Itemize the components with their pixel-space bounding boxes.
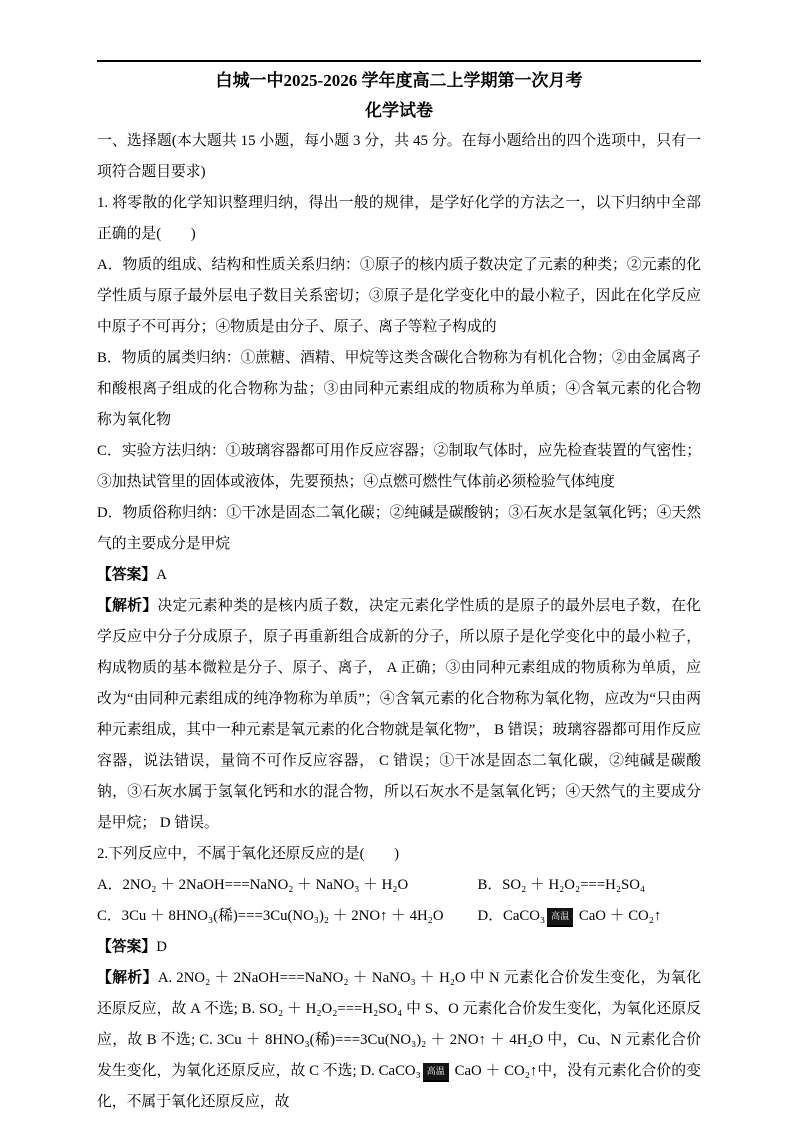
q1-option-a: A．物质的组成、结构和性质关系归纳：①原子的核内质子数决定了元素的种类；②元素的化学性质与原子最外层电子数目关系密切；③原子是化学变化中的最小粒子，因此在化学反应中原子不可再分；④物质是由分子、原子、离子等粒子构成的 xyxy=(97,257,701,335)
section-heading: 一、选择题(本大题共 15 小题，每小题 3 分，共 45 分。在每小题给出的四个选项中，只有一项符合题目要求) xyxy=(97,133,701,180)
q2-option-d-formula: D．CaCO₃ xyxy=(477,908,546,924)
answer-value: A xyxy=(156,567,167,583)
analysis-text-part2: CaO ＋ CO₂↑中，没有元素化合价的变化，不属于氧化还原反应，故 xyxy=(97,1063,701,1110)
q2-answer xyxy=(97,932,701,963)
q2-stem: 2.下列反应中，不属于氧化还原反应的是( ) xyxy=(97,846,400,862)
answer-label: 【答案】 xyxy=(97,567,157,583)
q2-option-a: A．2NO₂ ＋ 2NaOH===NaNO₂ ＋ NaNO₃ ＋ H₂O xyxy=(97,877,409,893)
analysis-label: 【解析】 xyxy=(97,970,158,986)
exam-title: 白城一中2025-2026 学年度高二上学期第一次月考 xyxy=(215,71,583,90)
q2-analysis xyxy=(97,963,701,1118)
q1-analysis xyxy=(97,591,701,839)
q2-option-d-products: CaO ＋ CO₂↑ xyxy=(575,908,662,924)
reaction-condition-box: 高温 xyxy=(423,1063,449,1082)
q2-options-row-1 xyxy=(97,870,701,901)
q1-option-c: C．实验方法归纳：①玻璃容器都可用作反应容器；②制取气体时，应先检查装置的气密性；③加热试管里的固体或液体，先要预热；④点燃可燃性气体前必须检验气体纯度 xyxy=(97,443,701,490)
q1-answer xyxy=(97,560,701,591)
answer-label: 【答案】 xyxy=(97,939,157,955)
q2-options-row-2 xyxy=(97,901,701,932)
exam-subject-title: 化学试卷 xyxy=(365,101,433,120)
answer-value: D xyxy=(156,939,167,955)
q2-option-b: B．SO₂ ＋ H₂O₂===H₂SO₄ xyxy=(477,877,646,893)
reaction-condition-box: 高温 xyxy=(547,908,573,927)
q2-option-d xyxy=(478,901,701,932)
header-divider xyxy=(97,60,701,62)
analysis-text: 决定元素种类的是核内质子数，决定元素化学性质的是原子的最外层电子数，在化学反应中分子分成原子，原子再重新组合成新的分子，所以原子是化学变化中的最小粒子，构成物质的基本微粒是分子、原子、离子， A 正确；③由同种元素组成的物质称为单质，应改为“由同种元素组成的纯净物称为单质”；④含氧元素的化合物称为氧化物，应改为“只由两种元素组成，其中一种元素是氧元素的化合物就是氧化物”， B 错误；玻璃容器都可用作反应容器，说法错误，量筒不可作反应容器， C 错误；①干冰是固态二氧化碳，②纯碱是碳酸钠，③石灰水属于氢氧化钙和水的混合物，所以石灰水不是氢氧化钙；④天然气的主要成分是甲烷； D 错误。 xyxy=(97,598,701,831)
q1-option-d: D．物质俗称归纳：①干冰是固态二氧化碳；②纯碱是碳酸钠；③石灰水是氢氧化钙；④天然气的主要成分是甲烷 xyxy=(97,505,701,552)
analysis-label: 【解析】 xyxy=(97,598,158,614)
q2-option-c: C．3Cu ＋ 8HNO₃(稀)===3Cu(NO₃)₂ ＋ 2NO↑ ＋ 4H₂O xyxy=(97,908,444,924)
q1-option-b: B．物质的属类归纳：①蔗糖、酒精、甲烷等这类含碳化合物称为有机化合物；②由金属离子和酸根离子组成的化合物称为盐；③由同种元素组成的物质称为单质；④含氧元素的化合物称为氧化物 xyxy=(97,350,701,428)
q1-stem: 1. 将零散的化学知识整理归纳，得出一般的规律，是学好化学的方法之一，以下归纳中全部正确的是( ) xyxy=(97,195,701,242)
analysis-text-part1: A. 2NO₂ ＋ 2NaOH===NaNO₂ ＋ NaNO₃ ＋ H₂O 中 N 元素化合价发生变化，为氧化还原反应，故 A 不选; B. SO₂ ＋ H₂O₂===H₂SO₄ 中 S、O 元素化合价发生变化，为氧化还原反应，故 B 不选; C. 3Cu ＋ 8HNO₃(稀)===3Cu(NO₃)₂ ＋ 2NO↑ ＋ 4H₂O 中，Cu、N 元素化合价发生变化，为氧化还原反应，故 C 不选; D. CaCO₃ xyxy=(97,970,701,1079)
